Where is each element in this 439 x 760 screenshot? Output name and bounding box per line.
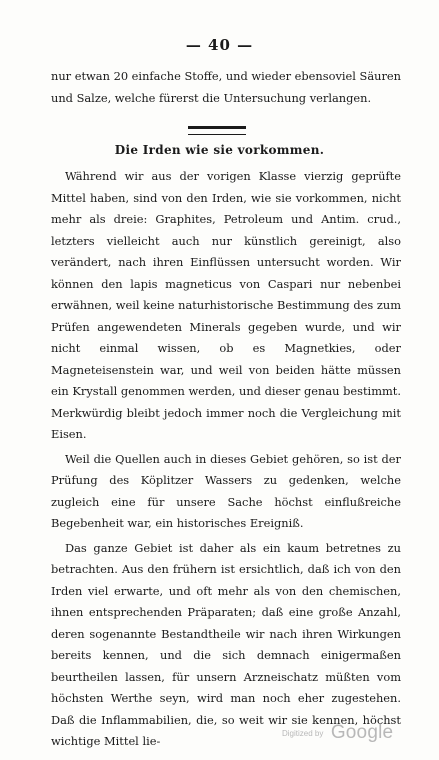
paragraph-2: Weil die Quellen auch in dieses Gebiet gehören, so ist der Prüfung des Köplitzer Wassers zu gedenken, welche zugleich eine für unsere Sache höchst einflußreiche Begebenheit war, ein historisches Ereigniß. bbox=[51, 451, 401, 530]
section-heading: Die Irden wie sie vorkommen. bbox=[114, 143, 325, 157]
continuation-paragraph: nur etwan 20 einfache Stoffe, und wieder ebensoviel Säuren und Salze, welche fürerst die Untersuchung verlangen. bbox=[51, 69, 401, 105]
section-divider bbox=[188, 126, 246, 135]
page-number: — 40 — bbox=[185, 36, 254, 54]
digitized-watermark bbox=[282, 722, 393, 744]
body-text bbox=[51, 166, 401, 756]
watermark-brand: Google bbox=[330, 722, 394, 743]
continuation-block bbox=[51, 66, 401, 109]
watermark-prefix: Digitized by bbox=[282, 728, 324, 738]
paragraph-1: Während wir aus der vorigen Klasse vierzig geprüfte Mittel haben, sind von den Irden, wie sie vorkommen, nicht mehr als dreie: Graphites, Petroleum und Antim. crud., letzters vielleicht auch nur künstlich gereinigt, also verändert, nach ihren Einflüssen untersucht worden. Wir können den lapis magneticus von Caspari nur nebenbei erwähnen, weil keine naturhistorische Bestimmung des zum Prüfen angewendeten Minerals gegeben wurde, und wir nicht einmal wissen, ob es Magnetkies, oder Magneteisenstein war, und weil von beiden hätte müssen ein Krystall genommen werden, und dieser genau bestimmt. Merkwürdig bleibt jedoch immer noch die Vergleichung mit Eisen. bbox=[51, 169, 401, 441]
paragraph-3: Das ganze Gebiet ist daher als ein kaum betretnes zu betrachten. Aus den frühern ist ersichtlich, daß ich von den Irden viel erwarte, und oft mehr als von den chemischen, ihnen entsprechenden Präparaten; daß eine große Anzahl, deren sogenannte Bestandtheile wir nach ihren Wirkungen bereits kennen, und die sich demnach einigermaßen beurtheilen lassen, für unsern Arzneischatz müßten vom höchsten Werthe seyn, wird man noch eher zugestehen. Daß die Inflammabilien, die, so weit wir sie kennen, höchst wichtige Mittel lie- bbox=[51, 540, 401, 748]
